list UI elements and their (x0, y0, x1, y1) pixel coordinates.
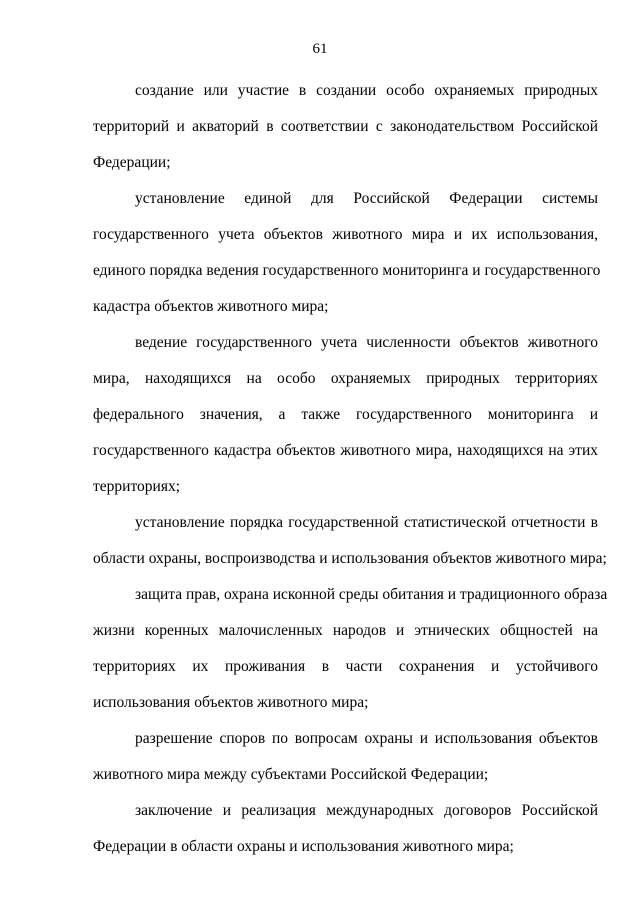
paragraph (93, 505, 607, 577)
paragraph (93, 577, 608, 721)
paragraph-line: создание или участие в создании особо охраняемых природных (135, 82, 598, 99)
paragraph-line: установление порядка государственной статистической отчетности в (135, 514, 598, 531)
paragraph-line: установление единой для Российской Федерации системы (135, 190, 598, 207)
paragraph-line: ведение государственного учета численности объектов животного (135, 334, 598, 351)
paragraph-line: жизни коренных малочисленных народов и этнических общностей на (93, 622, 598, 639)
paragraph (93, 721, 598, 793)
paragraph (93, 73, 598, 181)
paragraph-line: заключение и реализация международных договоров Российской (135, 802, 598, 819)
paragraph-line: использования объектов животного мира; (93, 694, 369, 711)
page-number: 61 (312, 41, 328, 57)
paragraph-line: Федерации; (93, 154, 171, 171)
paragraph-line: территориях их проживания в части сохранения и устойчивого (93, 658, 598, 675)
paragraph-line: территориях; (93, 478, 180, 495)
paragraph-line: животного мира между субъектами Российской Федерации; (93, 766, 489, 783)
paragraph-line: защита прав, охрана исконной среды обитания и традиционного образа (135, 586, 608, 603)
paragraph-line: единого порядка ведения государственного мониторинга и государственного (93, 262, 601, 279)
paragraph-line: государственного учета объектов животного мира и их использования, (93, 226, 598, 243)
paragraph-line: области охраны, воспроизводства и использования объектов животного мира; (93, 550, 607, 567)
paragraph (93, 325, 598, 505)
paragraph-line: разрешение споров по вопросам охраны и использования объектов (135, 730, 598, 747)
paragraph (93, 793, 598, 865)
paragraph-line: территорий и акваторий в соответствии с законодательством Российской (93, 118, 598, 135)
paragraph-line: Федерации в области охраны и использования животного мира; (93, 838, 514, 855)
paragraph-line: кадастра объектов животного мира; (93, 298, 329, 315)
paragraph-line: государственного кадастра объектов животного мира, находящихся на этих (93, 442, 598, 459)
paragraph-line: мира, находящихся на особо охраняемых природных территориях (93, 370, 598, 387)
paragraph-line: федерального значения, а также государственного мониторинга и (93, 406, 598, 423)
document-body (93, 73, 608, 865)
paragraph (93, 181, 601, 325)
